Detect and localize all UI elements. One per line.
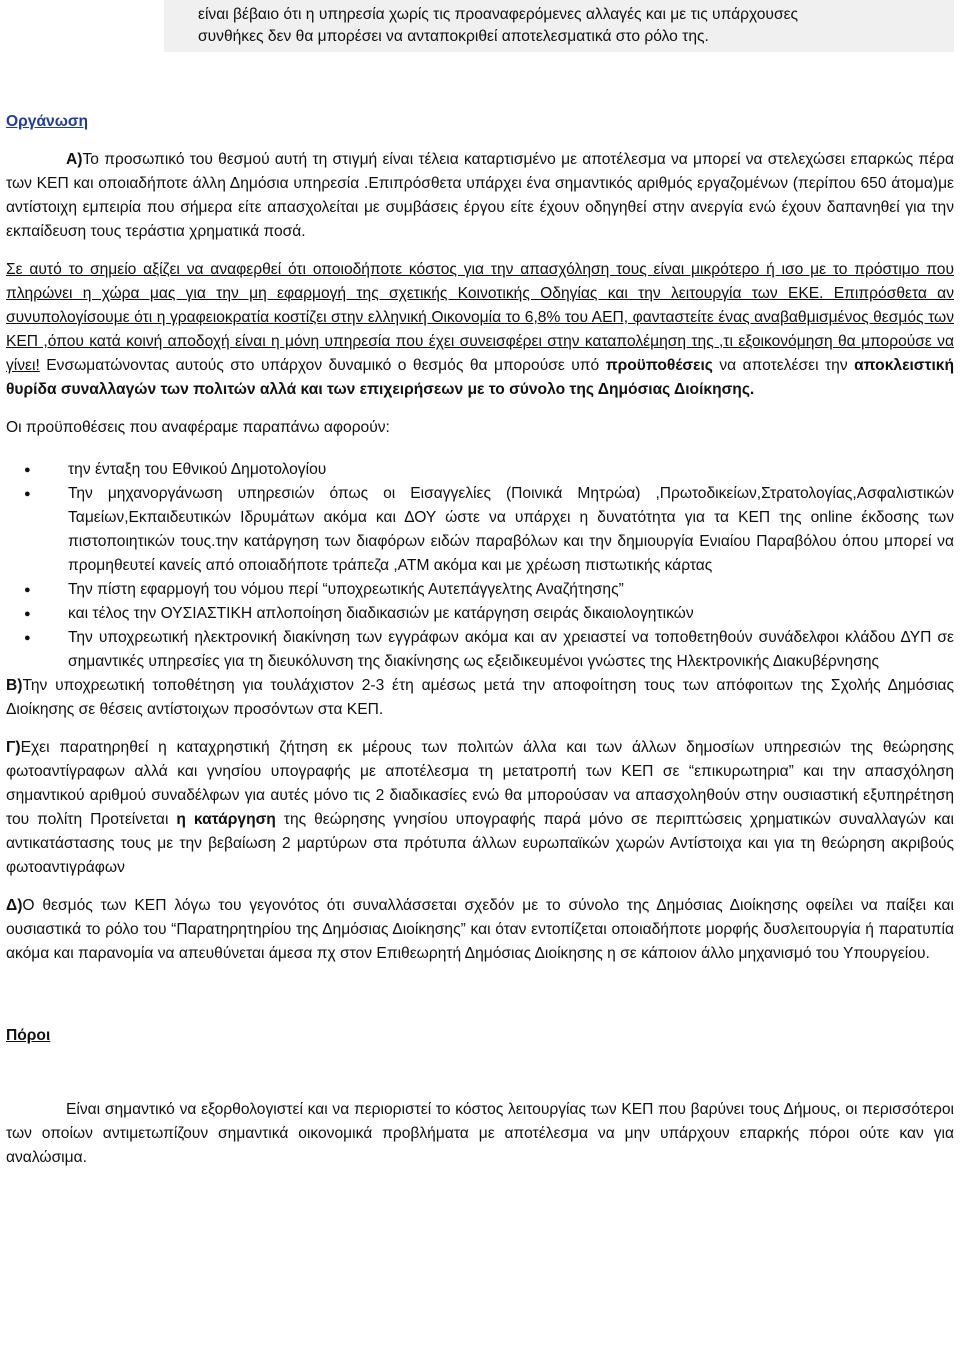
conditions-list bbox=[6, 458, 954, 674]
paragraph-b-label: Β) bbox=[6, 677, 23, 694]
paragraph-d-label: Δ) bbox=[6, 897, 23, 914]
list-item: ● Την υποχρεωτική ηλεκτρονική διακίνηση των εγγράφων ακόμα και αν χρειαστεί να τοποθετηθούν συνάδελφοι κλάδου ΔΥΠ σε σημαντικές υπηρεσίες για τη διευκόλυνση της διακίνησης ως εξειδικευμένοι γνώστες της Ηλεκτρονικής Διακυβέρνησης bbox=[6, 626, 954, 674]
resources-paragraph: Είναι σημαντικό να εξορθολογιστεί και να περιοριστεί το κόστος λειτουργίας των ΚΕΠ που βαρύνει τους Δήμους, οι περισσότεροι των οποίων αντιμετωπίζουν σημαντικά οικονομικά προβλήματα με αποτέλεσμα να μην υπάρχουν επαρκής πόροι ούτε καν για αναλώσιμα. bbox=[6, 1101, 954, 1166]
organization-heading: Οργάνωση bbox=[6, 113, 89, 130]
paragraph-b bbox=[6, 674, 954, 722]
list-item: ● Την μηχανοργάνωση υπηρεσιών όπως οι Εισαγγελίες (Ποινικά Μητρώα) ,Πρωτοδικείων,Στρατολογίας,Ασφαλιστικών Ταμείων,Εκπαιδευτικών Ιδρυμάτων ακόμα και ΔΟΥ ώστε να υπάρχει η δυνατότητα για τα ΚΕΠ της online έκδοσης των πιστοποιητικών τους.την κατάργηση των διαφόρων ειδών παραβόλων και την δημιουργία Ενιαίου Παραβόλου όπου μπορεί να προμηθευτεί κανείς από οποιαδήποτε τράπεζα ,ΑΤΜ ακόμα και με χρέωση πιστωτικής κάρτας bbox=[6, 482, 954, 578]
cost-plain-1: Ενσωματώνοντας αυτούς στο υπάρχον δυναμικό ο θεσμός θα μπορούσε υπό bbox=[39, 357, 606, 374]
intro-line-1: είναι βέβαιο ότι η υπηρεσία χωρίς τις προαναφερόμενες αλλαγές και με τις υπάρχουσες bbox=[198, 6, 799, 23]
paragraph-g-label: Γ) bbox=[6, 739, 21, 756]
resources-heading: Πόροι bbox=[6, 1027, 51, 1044]
paragraph-a-label: Α) bbox=[66, 151, 83, 168]
intro-shaded-block bbox=[164, 0, 954, 52]
cost-bold-2: αποκλειστική θυρίδα συναλλαγών των πολιτών αλλά και των επιχειρήσεων με το σύνολο της Δημόσιας Διοίκησης. bbox=[6, 357, 954, 398]
paragraph-g-text-2: της θεώρησης γνησίου υπογραφής παρά μόνο σε περιπτώσεις χρηματικών συναλλαγών και αντικατάστασης τους με την βεβαίωση 2 μαρτύρων στα πρότυπα άλλων ευρωπαϊκών χωρών Αντίστοιχα και για τη θεώρηση ακριβούς φωτοαντιγράφων bbox=[6, 811, 954, 876]
paragraph-g-text-1: Εχει παρατηρηθεί η καταχρηστική ζήτηση εκ μέρους των πολιτών άλλα και των άλλων δημοσίων υπηρεσιών της θεώρησης φωτοαντίγραφων αλλά και γνησίου υπογραφής με αποτέλεσμα τη μετατροπή των ΚΕΠ σε “επικυρωτηρια” και την απασχόληση σημαντικού αριθμού συναδέλφων για αυτές μόνο τις 2 διαδικασίες ενώ θα μπορούσαν να απασχοληθούν στην ουσιαστική εξυπηρέτηση του πολίτη Προτείνεται bbox=[6, 739, 954, 828]
paragraph-a-text: Το προσωπικό του θεσμού αυτή τη στιγμή είναι τέλεια καταρτισμένο με αποτέλεσμα να μπορεί να στελεχώσει επαρκώς πέρα των ΚΕΠ και οποιαδήποτε άλλη Δημόσια υπηρεσία .Επιπρόσθετα υπάρχει ένα σημαντικός αριθμός εργαζομένων (περίπου 650 άτομα)με αντίστοιχη εμπειρία που σήμερα είτε απασχολείται με συμβάσεις έργου είτε έχουν οδηγηθεί στην ανεργία ενώ έχουν δαπανηθεί για την εκπαίδευση τους τεράστια χρηματικά ποσά. bbox=[6, 151, 954, 240]
conditions-intro: Οι προϋποθέσεις που αναφέραμε παραπάνω αφορούν: bbox=[6, 419, 390, 436]
cost-paragraph bbox=[6, 258, 954, 402]
paragraph-d-text: Ο θεσμός των ΚΕΠ λόγω του γεγονότος ότι συναλλάσσεται σχεδόν με το σύνολο της Δημόσιας Διοίκησης οφείλει να παίξει και ουσιαστικά το ρόλο του “Παρατηρητηρίου της Δημόσιας Διοίκησης” και όταν εντοπίζεται οποιαδήποτε μορφής δυσλειτουργία ή παρατυπία ακόμα και παρανομία να απευθύνεται άμεσα πχ στον Επιθεωρητή Δημόσιας Διοίκησης η σε κάποιον άλλο μηχανισμό του Υπουργείου. bbox=[6, 897, 954, 962]
cost-plain-2: να αποτελέσει την bbox=[712, 357, 855, 374]
intro-line-2: συνθήκες δεν θα μπορέσει να ανταποκριθεί αποτελεσματικά στο ρόλο της. bbox=[198, 28, 709, 45]
paragraph-g-bold: η κατάργηση bbox=[176, 811, 276, 828]
list-item: ● την ένταξη του Εθνικού Δημοτολογίου bbox=[6, 458, 954, 482]
paragraph-a bbox=[6, 148, 954, 244]
list-item: ● Την πίστη εφαρμογή του νόμου περί “υποχρεωτικής Αυτεπάγγελτης Αναζήτησης” bbox=[6, 578, 954, 602]
paragraph-b-text: Την υποχρεωτική τοποθέτηση για τουλάχιστον 2-3 έτη αμέσως μετά την αποφοίτηση τους των απόφοιτων της Σχολής Δημόσιας Διοίκησης σε θέσεις αντίστοιχων προσόντων στα ΚΕΠ. bbox=[6, 677, 954, 718]
paragraph-d bbox=[6, 894, 954, 966]
list-item: ● και τέλος την ΟΥΣΙΑΣΤΙΚΗ απλοποίηση διαδικασιών με κατάργηση σειράς δικαιολογητικών bbox=[6, 602, 954, 626]
cost-underlined-text: Σε αυτό το σημείο αξίζει να αναφερθεί ότι οποιοδήποτε κόστος για την απασχόληση τους είναι μικρότερο ή ισο με το πρόστιμο που πληρώνει η χώρα μας για την μη εφαρμογή της σχετικής Κοινοτικής Οδηγίας και την λειτουργία των ΕΚΕ. Επιπρόσθετα αν συνυπολογίσουμε ότι η γραφειοκρατία κοστίζει στην ελληνική Οικονομία το 6,8% του ΑΕΠ, φανταστείτε ένας αναβαθμισμένος θεσμός των ΚΕΠ ,όπου κατά κοινή αποδοχή είναι η μόνη υπηρεσία που έχει συνεισφέρει στην καταπολέμηση της ,τι εξοικονόμηση θα μπορούσε να γίνει! bbox=[6, 261, 954, 374]
paragraph-g bbox=[6, 736, 954, 880]
document-page bbox=[6, 0, 954, 1170]
cost-bold-1: προϋποθέσεις bbox=[605, 357, 713, 374]
